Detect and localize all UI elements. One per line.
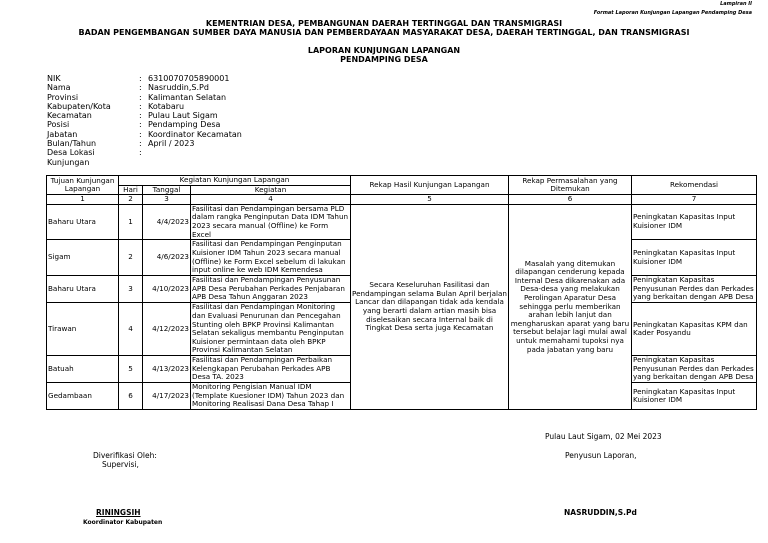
info-label: Provinsi — [47, 92, 79, 102]
info-row: Posisi : Pendamping Desa — [47, 120, 221, 130]
col-number: 2 — [119, 195, 143, 205]
info-value: April / 2023 — [148, 139, 195, 149]
cell-tujuan: Sigam — [47, 240, 119, 276]
cell-kegiatan: Monitoring Pengisian Manual IDM (Template Kuesioner IDM) Tahun 2023 dan Monitoring Realisasi Dana Desa Tahap I — [191, 383, 351, 410]
col-number: 4 — [191, 195, 351, 205]
verified-by-label: Diverifikasi Oleh: — [93, 451, 157, 460]
info-label: NIK — [47, 74, 61, 83]
cell-rekomendasi: Peningkatan Kapasitas Penyusunan Perdes dan Perkades yang berkaitan dengan APB Desa — [632, 356, 757, 383]
col-number: 3 — [143, 195, 191, 205]
info-row: Kabupaten/Kota : Kotabaru — [47, 101, 185, 111]
info-label: Kecamatan — [47, 111, 92, 121]
cell-tujuan: Batuah — [47, 356, 119, 383]
info-row: Jabatan : Koordinator Kecamatan — [47, 129, 242, 139]
header-tanggal: Tanggal — [143, 185, 191, 195]
cell-rekap-masalah: Masalah yang ditemukan dilapangan cenderung kepada Internal Desa dikarenakan ada Desa-desa yang melakukan Perolingan Aparatur Desa sehingga perlu memberikan arahan lebih lanjut dan mengharuskan aparat yang baru tersebut belajar lagi mulai awal untuk memahami tupoksi nya pada jabatan yang baru — [509, 204, 632, 409]
supervisor-label: Supervisi, — [102, 460, 139, 469]
cell-rekomendasi: Peningkatan Kapasitas KPM dan Kader Posyandu — [632, 303, 757, 356]
column-number-row — [47, 195, 757, 205]
col-number: 5 — [351, 195, 509, 205]
format-label: Format Laporan Kunjungan Lapangan Pendamping Desa — [593, 10, 752, 16]
cell-kegiatan: Fasilitasi dan Pendampingan Penyusunan APB Desa Perubahan Perkades Penjabaran APB Desa Tahun Anggaran 2023 — [191, 276, 351, 303]
report-subtitle: PENDAMPING DESA — [340, 55, 428, 64]
info-value: Pendamping Desa — [148, 120, 221, 130]
identity-block — [47, 74, 242, 167]
lampiran-label: Lampiran II — [720, 1, 752, 7]
cell-kegiatan: Fasilitasi dan Pendampingan Monitoring dan Evaluasi Penurunan dan Pencegahan Stunting oleh BPKP Provinsi Kalimantan Selatan sekaligus membantu Penginputan Kuisioner permintaan data oleh BPKP Provinsi Kalimantan Selatan — [191, 303, 351, 356]
info-label: Kabupaten/Kota — [47, 101, 111, 111]
info-value: Koordinator Kecamatan — [148, 129, 242, 139]
cell-kegiatan: Fasilitasi dan Pendampingan Penginputan Kuisioner IDM Tahun 2023 secara manual (Offline) ke Form Excel sebelum di lakukan input online ke web IDM Kemendesa — [191, 240, 351, 276]
header-hari: Hari — [119, 185, 143, 195]
info-row: Provinsi : Kalimantan Selatan — [47, 92, 227, 102]
signer-right-name: NASRUDDIN,S.Pd — [564, 508, 637, 517]
cell-rekomendasi: Peningkatan Kapasitas Input Kuisioner IDM — [632, 204, 757, 239]
info-label: Bulan/Tahun — [47, 139, 97, 149]
info-label: Desa Lokasi Kunjungan — [47, 148, 95, 167]
info-row: Bulan/Tahun : April / 2023 — [47, 139, 195, 149]
cell-tanggal: 4/10/2023 — [143, 276, 191, 303]
cell-hari: 6 — [119, 383, 143, 410]
info-value: 6310070705890001 — [148, 74, 230, 83]
cell-tujuan: Baharu Utara — [47, 204, 119, 239]
col-number: 1 — [47, 195, 119, 205]
info-value: Pulau Laut Sigam — [148, 111, 218, 121]
cell-rekomendasi: Peningkatan Kapasitas Penyusunan Perdes dan Perkades yang berkaitan dengan APB Desa — [632, 276, 757, 303]
col-number: 6 — [509, 195, 632, 205]
cell-hari: 1 — [119, 204, 143, 239]
info-label: Jabatan — [47, 129, 78, 139]
info-label: Posisi — [47, 120, 70, 130]
cell-kegiatan: Fasilitasi dan Pendampingan Perbaikan Kelengkapan Perubahan Perkades APB Desa TA. 2023 — [191, 356, 351, 383]
header-rekap-hasil: Rekap Hasil Kunjungan Lapangan — [351, 176, 509, 195]
info-value: Nasruddin,S.Pd — [148, 83, 209, 93]
visit-table — [46, 175, 757, 410]
cell-tanggal: 4/13/2023 — [143, 356, 191, 383]
info-row: Kecamatan : Pulau Laut Sigam — [47, 111, 218, 121]
info-row: NIK : 6310070705890001 — [47, 74, 230, 83]
cell-tujuan: Baharu Utara — [47, 276, 119, 303]
cell-tujuan: Tirawan — [47, 303, 119, 356]
cell-hari: 4 — [119, 303, 143, 356]
cell-hari: 2 — [119, 240, 143, 276]
signer-left-title: Koordinator Kabupaten — [83, 519, 163, 526]
info-row: Nama : Nasruddin,S.Pd — [47, 83, 209, 93]
cell-hari: 5 — [119, 356, 143, 383]
table-row — [47, 204, 757, 239]
cell-tanggal: 4/12/2023 — [143, 303, 191, 356]
cell-tujuan: Gedambaan — [47, 383, 119, 410]
signer-left-name: RININGSIH — [96, 508, 141, 517]
info-value: Kotabaru — [148, 101, 185, 111]
info-value: Kalimantan Selatan — [148, 92, 227, 102]
cell-tanggal: 4/17/2023 — [143, 383, 191, 410]
header-rekap-masalah: Rekap Permasalahan yang Ditemukan — [509, 176, 632, 195]
reporter-label: Penyusun Laporan, — [565, 451, 637, 460]
header-rekomendasi: Rekomendasi — [632, 176, 757, 195]
agency-line: BADAN PENGEMBANGAN SUMBER DAYA MANUSIA DAN PEMBERDAYAAN MASYARAKAT DESA, DAERAH TERTINGGAL, DAN TRANSMIGRASI — [78, 28, 690, 37]
header-kegiatan-group: Kegiatan Kunjungan Lapangan — [119, 176, 351, 186]
cell-tanggal: 4/4/2023 — [143, 204, 191, 239]
report-title: LAPORAN KUNJUNGAN LAPANGAN — [307, 46, 461, 55]
info-label: Nama — [47, 83, 71, 93]
col-number: 7 — [632, 195, 757, 205]
place-date: Pulau Laut Sigam, 02 Mei 2023 — [545, 432, 662, 441]
info-row: Desa Lokasi Kunjungan : — [47, 148, 142, 167]
cell-kegiatan: Fasilitasi dan Pendampingan bersama PLD dalam rangka Penginputan Data IDM Tahun 2023 secara manual (Offline) ke Form Excel — [191, 204, 351, 239]
cell-hari: 3 — [119, 276, 143, 303]
cell-tanggal: 4/6/2023 — [143, 240, 191, 276]
cell-rekap-hasil: Secara Keseluruhan Fasilitasi dan Pendampingan selama Bulan April berjalan Lancar dan dilapangan tidak ada kendala yang berarti dalam artian masih bisa diselesaikan secara Internal baik di Tingkat Desa serta juga Kecamatan — [351, 204, 509, 409]
header-tujuan: Tujuan Kunjungan Lapangan — [47, 176, 119, 195]
header-kegiatan: Kegiatan — [191, 185, 351, 195]
cell-rekomendasi: Peningkatan Kapasitas Input Kuisioner IDM — [632, 240, 757, 276]
cell-rekomendasi: Peningkatan Kapasitas Input Kuisioner IDM — [632, 383, 757, 410]
ministry-line: KEMENTRIAN DESA, PEMBANGUNAN DAERAH TERTINGGAL DAN TRANSMIGRASI — [205, 19, 563, 28]
